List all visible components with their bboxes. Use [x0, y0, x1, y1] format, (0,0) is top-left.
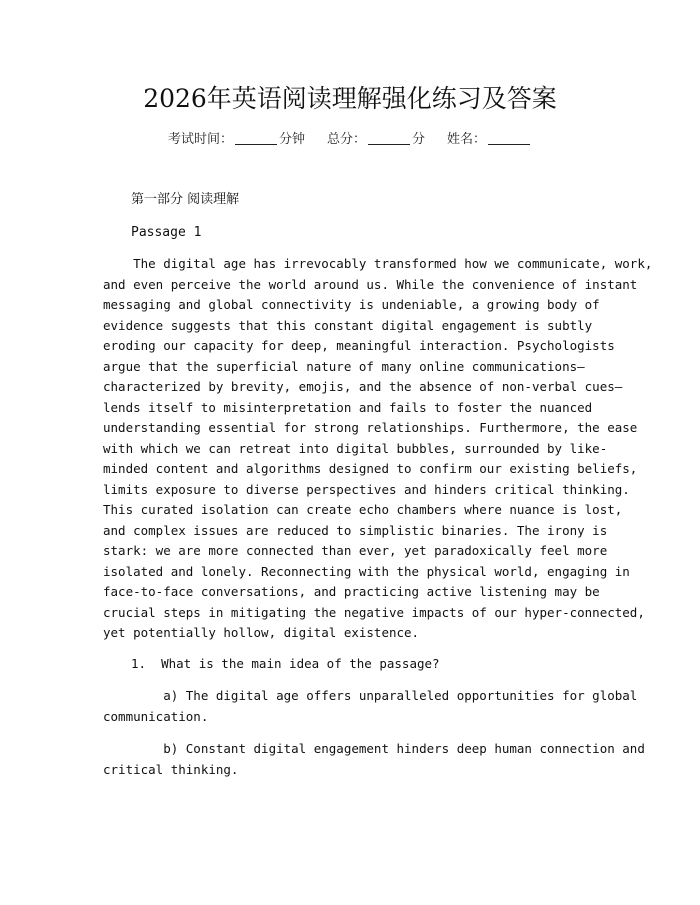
option-b-line: critical thinking.: [103, 761, 239, 777]
section-heading: 第一部分 阅读理解: [131, 192, 240, 207]
option-a: [103, 686, 638, 727]
passage-line: minded content and algorithms designed to confirm our existing beliefs,: [103, 461, 638, 476]
passage-line: argue that the superficial nature of many online communications—: [103, 358, 585, 374]
time-label: 考试时间：: [167, 132, 233, 147]
passage-line: crucial steps in mitigating the negative impacts of our hyper-connected,: [103, 604, 645, 620]
score-blank: [368, 132, 410, 145]
option-b: [103, 739, 645, 780]
name-label: 姓名：: [447, 132, 487, 147]
option-a-line: communication.: [103, 708, 209, 724]
passage-line: with which we can retreat into digital bubbles, surrounded by like-: [103, 440, 608, 456]
passage-line: eroding our capacity for deep, meaningful interaction. Psychologists: [103, 338, 615, 353]
passage-line: understanding essential for strong relationships. Furthermore, the ease: [103, 420, 638, 435]
passage-line: yet potentially hollow, digital existence.: [103, 625, 420, 640]
passage-line: isolated and lonely. Reconnecting with the physical world, engaging in: [103, 563, 630, 579]
score-unit: 分: [412, 132, 426, 147]
passage-line: lends itself to misinterpretation and fails to foster the nuanced: [103, 399, 593, 415]
exam-info-line: [0, 131, 700, 149]
question-1: 1. What is the main idea of the passage?: [131, 656, 440, 671]
time-unit: 分钟: [278, 132, 305, 147]
passage-line: This curated isolation can create echo chambers where nuance is lost,: [103, 502, 623, 517]
passage-line: characterized by brevity, emojis, and the absence of non-verbal cues—: [103, 379, 623, 394]
passage-line: and even perceive the world around us. While the convenience of instant: [103, 276, 638, 292]
name-blank: [488, 132, 530, 145]
time-blank: [235, 132, 277, 145]
passage-line: The digital age has irrevocably transformed how we communicate, work,: [103, 256, 653, 271]
document-title: 2026年英语阅读理解强化练习及答案: [143, 84, 557, 113]
passage-line: limits exposure to diverse perspectives and hinders critical thinking.: [103, 481, 630, 497]
option-b-line: b) Constant digital engagement hinders deep human connection and: [103, 741, 645, 756]
passage-body: [103, 254, 653, 644]
passage-line: and complex issues are reduced to simplistic binaries. The irony is: [103, 522, 608, 538]
passage-line: stark: we are more connected than ever, yet paradoxically feel more: [103, 543, 608, 558]
passage-line: face-to-face conversations, and practicing active listening may be: [103, 584, 600, 599]
passage-line: evidence suggests that this constant digital engagement is subtly: [103, 317, 593, 333]
passage-line: messaging and global connectivity is undeniable, a growing body of: [103, 297, 600, 312]
passage-label: Passage 1: [131, 225, 202, 240]
score-label: 总分：: [326, 132, 366, 147]
option-a-line: a) The digital age offers unparalleled opportunities for global: [103, 688, 638, 703]
